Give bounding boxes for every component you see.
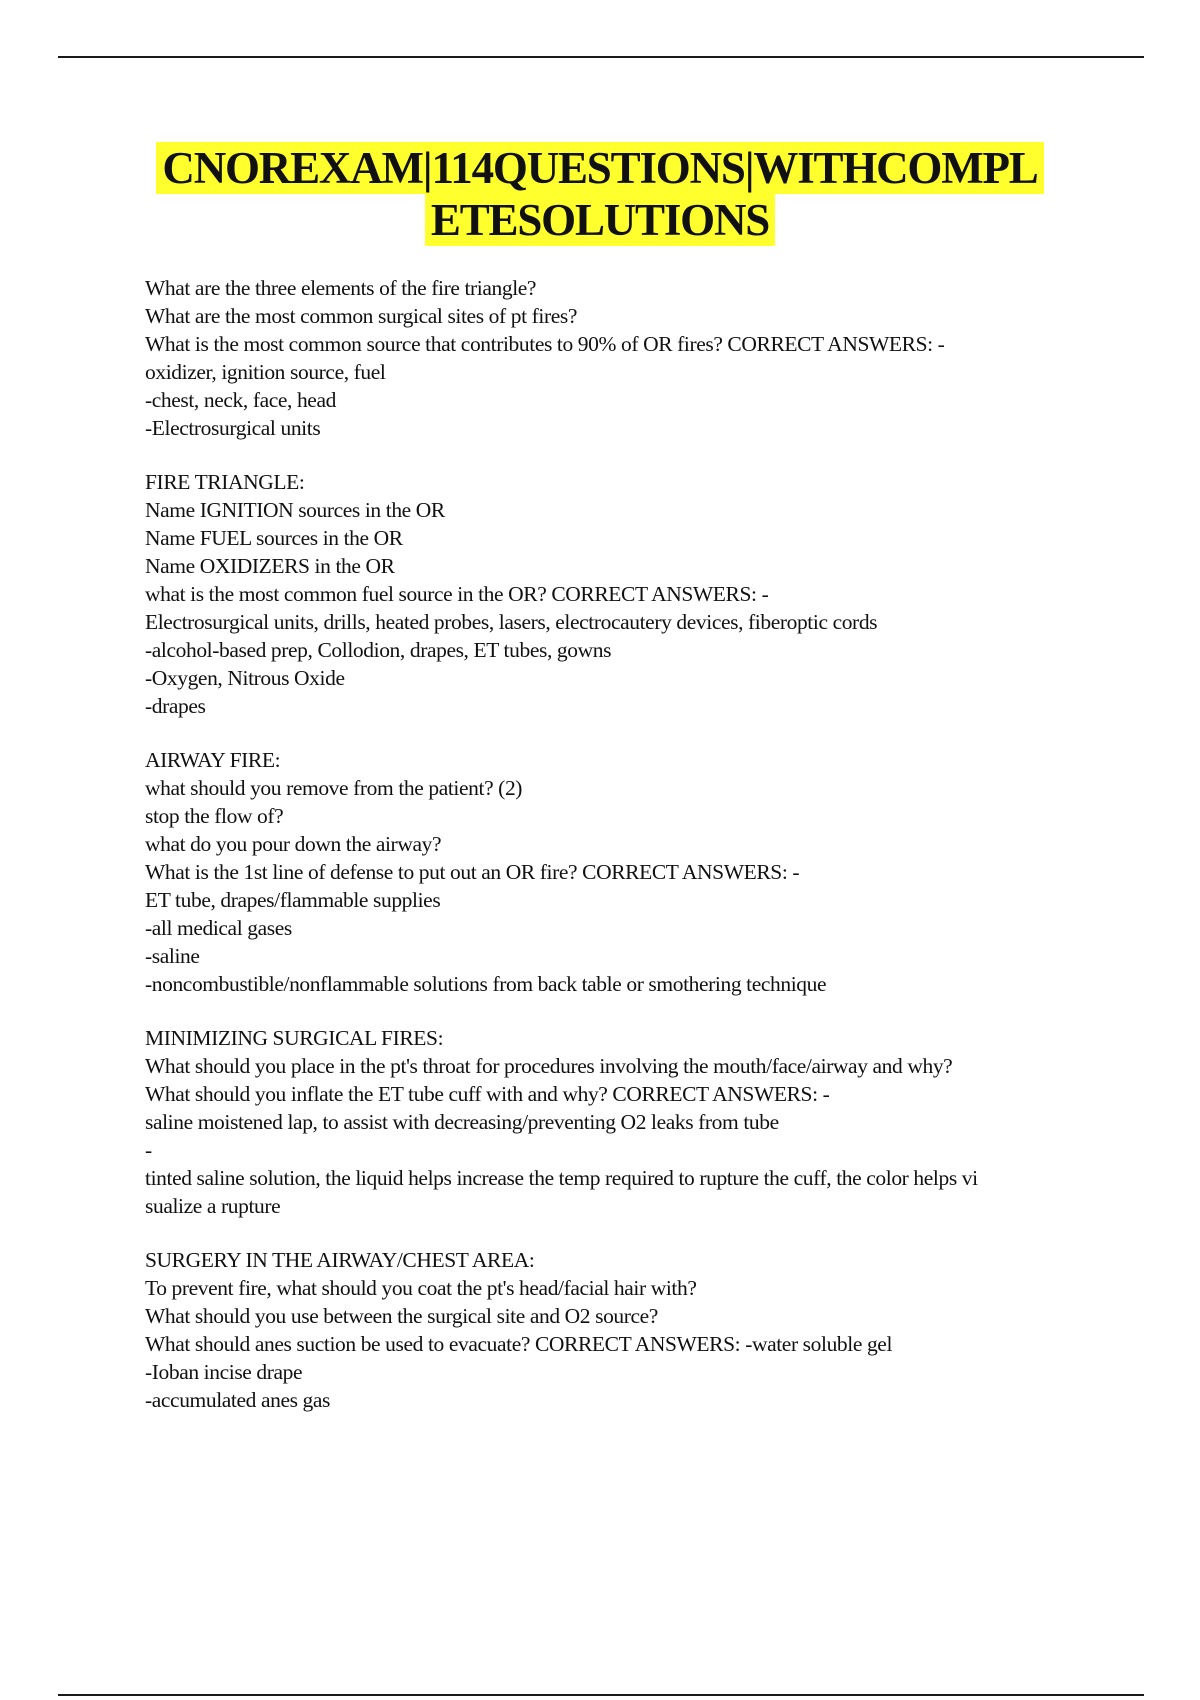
section-heading: FIRE TRIANGLE: (145, 470, 305, 494)
text-line: -drapes (145, 694, 206, 718)
text-line: -Oxygen, Nitrous Oxide (145, 666, 345, 690)
footer-rule (58, 1694, 1144, 1696)
text-line: what do you pour down the airway? (145, 832, 442, 856)
text-line: -saline (145, 944, 200, 968)
text-line: What are the three elements of the fire triangle? (145, 276, 537, 300)
text-line: Name FUEL sources in the OR (145, 526, 403, 550)
section-heading: AIRWAY FIRE: (145, 748, 281, 772)
qa-block-fire-triangle (145, 468, 1085, 720)
text-line: stop the flow of? (145, 804, 284, 828)
text-line: sualize a rupture (145, 1194, 281, 1218)
text-line: What should you place in the pt's throat for procedures involving the mouth/face/airway and why? (145, 1054, 953, 1078)
text-line: What should you use between the surgical site and O2 source? (145, 1304, 658, 1328)
document-body (145, 274, 1085, 1440)
title-line-1: CNOREXAM|114QUESTIONS|WITHCOMPL (156, 142, 1043, 194)
text-line: saline moistened lap, to assist with decreasing/preventing O2 leaks from tube (145, 1110, 779, 1134)
header-rule (58, 56, 1144, 58)
section-heading: MINIMIZING SURGICAL FIRES: (145, 1026, 444, 1050)
section-heading: SURGERY IN THE AIRWAY/CHEST AREA: (145, 1248, 535, 1272)
text-line: What should you inflate the ET tube cuff with and why? CORRECT ANSWERS: - (145, 1082, 830, 1106)
text-line: ET tube, drapes/flammable supplies (145, 888, 441, 912)
text-line: -Ioban incise drape (145, 1360, 303, 1384)
text-line: - (145, 1138, 152, 1162)
title-line-2: ETESOLUTIONS (425, 194, 775, 246)
text-line: -all medical gases (145, 916, 292, 940)
qa-block-surgery-airway-chest (145, 1246, 1085, 1414)
text-line: tinted saline solution, the liquid helps increase the temp required to rupture the cuff, the color helps vi (145, 1166, 978, 1190)
text-line: To prevent fire, what should you coat the pt's head/facial hair with? (145, 1276, 697, 1300)
text-line: oxidizer, ignition source, fuel (145, 360, 386, 384)
text-line: What is the most common source that contributes to 90% of OR fires? CORRECT ANSWERS: - (145, 332, 945, 356)
text-line: What should anes suction be used to evacuate? CORRECT ANSWERS: -water soluble gel (145, 1332, 893, 1356)
text-line: -chest, neck, face, head (145, 388, 336, 412)
text-line: Name IGNITION sources in the OR (145, 498, 445, 522)
text-line: What are the most common surgical sites of pt fires? (145, 304, 577, 328)
text-line: what is the most common fuel source in the OR? CORRECT ANSWERS: - (145, 582, 769, 606)
text-line: -accumulated anes gas (145, 1388, 331, 1412)
qa-block-airway-fire (145, 746, 1085, 998)
text-line: Name OXIDIZERS in the OR (145, 554, 395, 578)
document-title (60, 142, 1140, 246)
text-line: -alcohol-based prep, Collodion, drapes, ET tubes, gowns (145, 638, 612, 662)
text-line: -Electrosurgical units (145, 416, 321, 440)
text-line: What is the 1st line of defense to put out an OR fire? CORRECT ANSWERS: - (145, 860, 800, 884)
qa-block-minimizing-surgical-fires (145, 1024, 1085, 1220)
qa-block-fire-triangle-intro (145, 274, 1085, 442)
text-line: -noncombustible/nonflammable solutions from back table or smothering technique (145, 972, 827, 996)
text-line: Electrosurgical units, drills, heated probes, lasers, electrocautery devices, fiberoptic cords (145, 610, 878, 634)
text-line: what should you remove from the patient? (2) (145, 776, 523, 800)
